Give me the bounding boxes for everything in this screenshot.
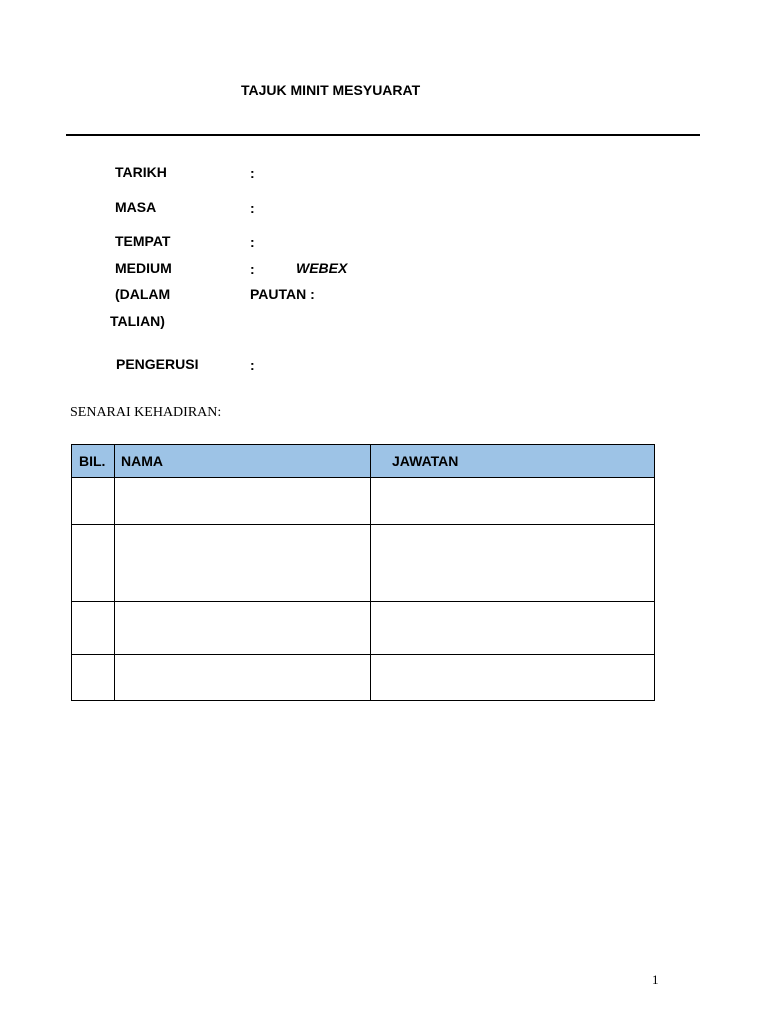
document-title: TAJUK MINIT MESYUARAT xyxy=(241,82,421,98)
field-label-tarikh: TARIKH xyxy=(115,164,167,180)
page-number: 1 xyxy=(652,972,659,987)
cell-bil[interactable] xyxy=(72,655,115,701)
cell-bil[interactable] xyxy=(72,602,115,655)
field-label-pengerusi: PENGERUSI xyxy=(116,356,199,372)
table-row xyxy=(72,602,655,655)
cell-nama[interactable] xyxy=(115,655,371,701)
attendance-heading: SENARAI KEHADIRAN: xyxy=(70,405,222,420)
table-header-row xyxy=(72,445,655,478)
cell-nama[interactable] xyxy=(115,525,371,602)
field-colon-medium: : xyxy=(250,261,255,277)
cell-bil[interactable] xyxy=(72,525,115,602)
column-header-bil: BIL. xyxy=(72,445,115,478)
field-colon-tempat: : xyxy=(250,234,255,250)
cell-nama[interactable] xyxy=(115,478,371,525)
field-colon-pengerusi: : xyxy=(250,357,255,373)
field-colon-tarikh: : xyxy=(250,165,255,181)
field-colon-masa: : xyxy=(250,200,255,216)
table-row xyxy=(72,655,655,701)
field-value-medium: WEBEX xyxy=(296,260,348,276)
column-header-jawatan: JAWATAN xyxy=(371,445,655,478)
cell-jawatan[interactable] xyxy=(371,655,655,701)
attendance-table xyxy=(71,444,655,701)
field-label-talian: TALIAN) xyxy=(110,313,165,329)
field-label-tempat: TEMPAT xyxy=(115,233,171,249)
field-label-dalam: (DALAM xyxy=(115,286,171,302)
field-value-pautan: PAUTAN : xyxy=(250,286,315,302)
cell-bil[interactable] xyxy=(72,478,115,525)
title-divider xyxy=(66,134,700,136)
cell-jawatan[interactable] xyxy=(371,525,655,602)
cell-jawatan[interactable] xyxy=(371,602,655,655)
cell-nama[interactable] xyxy=(115,602,371,655)
field-label-masa: MASA xyxy=(115,199,157,215)
field-label-medium: MEDIUM xyxy=(115,260,172,276)
cell-jawatan[interactable] xyxy=(371,478,655,525)
table-row xyxy=(72,478,655,525)
table-row xyxy=(72,525,655,602)
column-header-nama: NAMA xyxy=(115,445,371,478)
